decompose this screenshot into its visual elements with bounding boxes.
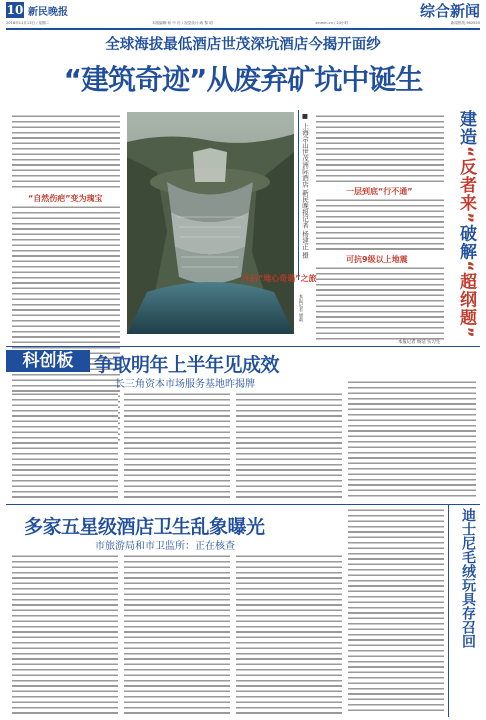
story1-kicker: 全球海拔最低酒店世茂深坑酒店今揭开面纱: [105, 37, 381, 53]
side-headline-part4: “超纲题”: [456, 260, 476, 339]
side-headline-2: 迪士尼毛绒玩具存召回: [460, 508, 476, 648]
story1-text-col3a: [316, 114, 444, 182]
editors-info: 本版编辑:何 中 仿 / 视觉设计:戚 黎 明: [151, 21, 213, 25]
story1-subhead-a: “自然伤疤”变为瑰宝: [28, 194, 103, 203]
section-divider-2: [6, 504, 480, 505]
story1-byline-right: 本报记者 杨洁 实习生: [398, 340, 441, 345]
page-number: 10: [6, 3, 24, 17]
section-title: 综合新闻: [419, 2, 480, 20]
section-divider-1: [6, 346, 480, 347]
story3-text-col3: [236, 554, 342, 714]
story2-text-col3: [236, 392, 342, 500]
masthead-info: [6, 21, 480, 26]
story1-headline: “建筑奇迹”从废弃矿坑中诞生: [63, 63, 423, 96]
side-headline-part3: 破解: [456, 224, 476, 261]
story1-text-col2b: [130, 336, 210, 337]
side-headline-part1: 建造: [456, 110, 476, 146]
story1-text-col3b: [316, 198, 444, 250]
story2-text-col1: [12, 392, 118, 500]
story2-text-col4: [348, 380, 476, 500]
paper-name: 新民晚报: [28, 7, 68, 18]
hotel-photo: [127, 112, 294, 334]
story1-text-col3c: [316, 266, 444, 342]
side-headline-1: [451, 110, 481, 360]
date-info: 2018年11月13日 / 星期二: [6, 21, 50, 25]
story3-headline: 多家五星级酒店卫生乱象曝光: [24, 516, 265, 538]
kechuang-band: 科创板: [6, 350, 90, 372]
contact-info: 新闻热线 962555: [450, 21, 480, 25]
story1-subhead-d: 可抗9级以上地震: [346, 255, 408, 264]
story1-subhead-c: 一层到底“行不通”: [346, 187, 413, 196]
masthead-rule: [6, 28, 480, 30]
story3-text-col1: [12, 554, 118, 714]
story1-byline-left: 本报记者 屠莉: [298, 294, 303, 322]
story1-subhead-b: 开启“地心奇遇”之旅: [242, 274, 317, 283]
story2-subheadline: 长三角资本市场服务基地昨揭牌: [115, 379, 255, 390]
side-headline-part2: “反者来”: [456, 146, 476, 225]
story3-subheadline: 市旅游局和市卫监所：正在核查: [95, 541, 235, 552]
story2-text-col2: [124, 392, 230, 500]
story2-headline: 争取明年上半年见成效: [94, 354, 280, 376]
side-story-rule: [448, 505, 449, 717]
story3-text-col2: [124, 554, 230, 714]
story1-text-col1a: [12, 114, 120, 190]
story3-text-col4: [348, 508, 444, 714]
photo-caption: ■ 上海佘山世茂洲际酒店 新民晚报记者 杨建正 摄: [301, 112, 309, 259]
web-info: xinmin.cn / 24小时: [315, 21, 349, 25]
